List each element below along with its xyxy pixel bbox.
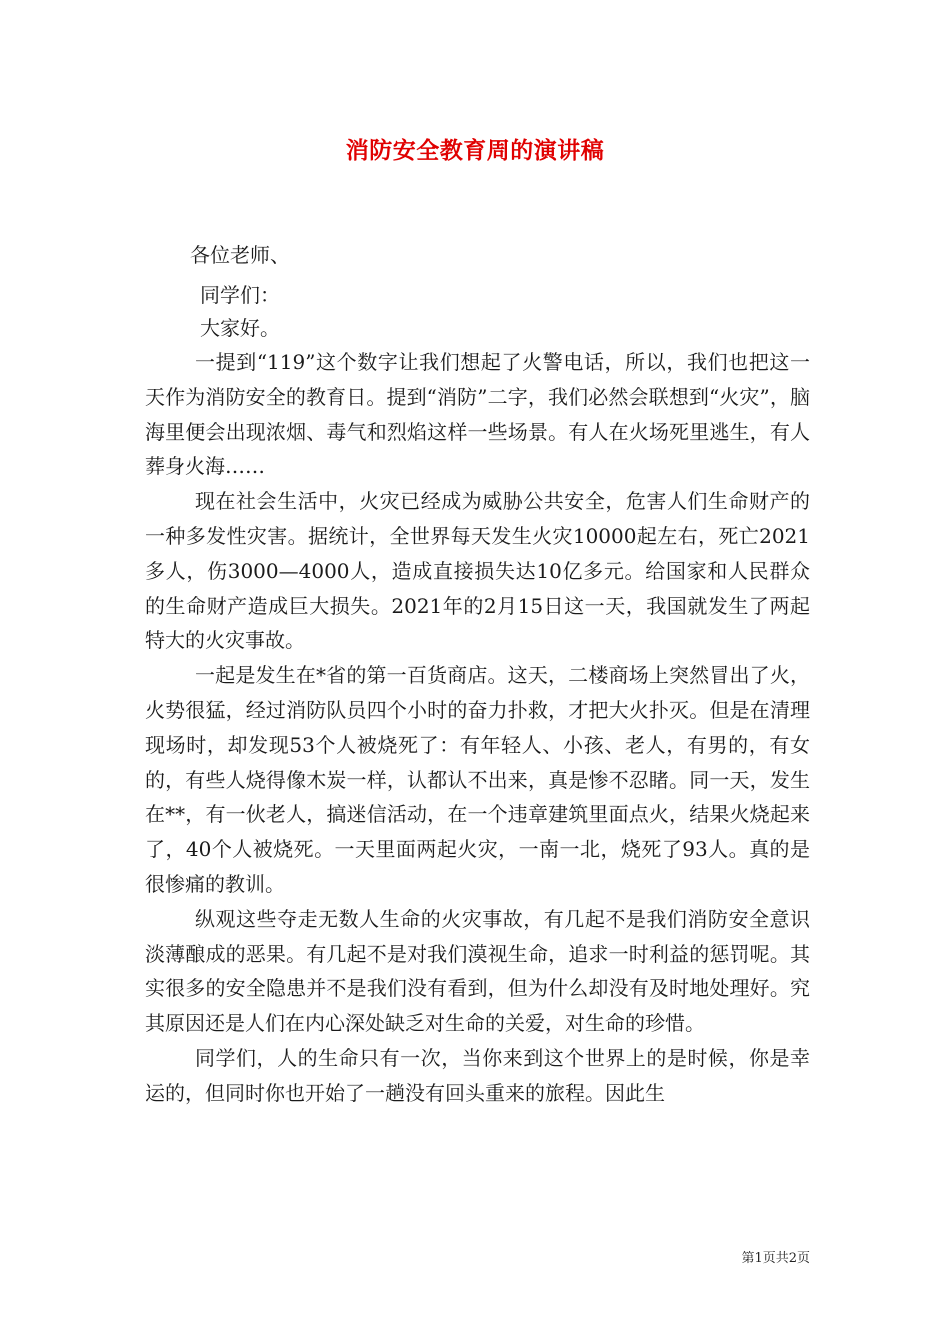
paragraph-reflection: 纵观这些夺走无数人生命的火灾事故，有几起不是我们消防安全意识淡薄酿成的恶果。有几起不是对我们漠视生命，追求一时利益的惩罚呢。其实很多的安全隐患并不是我们没有看到，但为什么却没有及时地处理好。究其原因还是人们在内心深处缺乏对生命的关爱，对生命的珍惜。 bbox=[145, 906, 810, 1036]
speech-body bbox=[145, 345, 810, 1111]
page-title: 消防安全教育周的演讲稿 bbox=[345, 137, 605, 164]
paragraph-statistics: 现在社会生活中，火灾已经成为威胁公共安全，危害人们生命财产的一种多发性灾害。据统计，全世界每天发生火灾10000起左右，死亡2021多人，伤3000—4000人，造成直接损失达10亿多元。给国家和人民群众的生命财产造成巨大损失。2021年的2月15日这一天，我国就发生了两起特大的火灾事故。 bbox=[145, 489, 810, 653]
salutation-students: 同学们： bbox=[200, 283, 280, 307]
paragraph-life: 同学们，人的生命只有一次，当你来到这个世界上的是时候，你是幸运的，但同时你也开始了一趟没有回头重来的旅程。因此生 bbox=[145, 1045, 810, 1105]
paragraph-incidents: 一起是发生在*省的第一百货商店。这天，二楼商场上突然冒出了火，火势很猛，经过消防队员四个小时的奋力扑救，才把大火扑灭。但是在清理现场时，却发现53个人被烧死了：有年轻人、小孩、老人，有男的，有女的，有些人烧得像木炭一样，认都认不出来，真是惨不忍睹。同一天，发生在**，有一伙老人，搞迷信活动，在一个违章建筑里面点火，结果火烧起来了，40个人被烧死。一天里面两起火灾，一南一北，烧死了93人。真的是很惨痛的教训。 bbox=[145, 663, 810, 896]
salutation-teachers: 各位老师、 bbox=[190, 243, 290, 267]
page-number: 第1页共2页 bbox=[741, 1251, 810, 1266]
salutation-greeting: 大家好。 bbox=[200, 316, 280, 340]
paragraph-119: 一提到“119”这个数字让我们想起了火警电话，所以，我们也把这一天作为消防安全的教育日。提到“消防”二字，我们必然会联想到“火灾”，脑海里便会出现浓烟、毒气和烈焰这样一些场景。有人在火场死里逃生，有人葬身火海…… bbox=[145, 350, 810, 479]
